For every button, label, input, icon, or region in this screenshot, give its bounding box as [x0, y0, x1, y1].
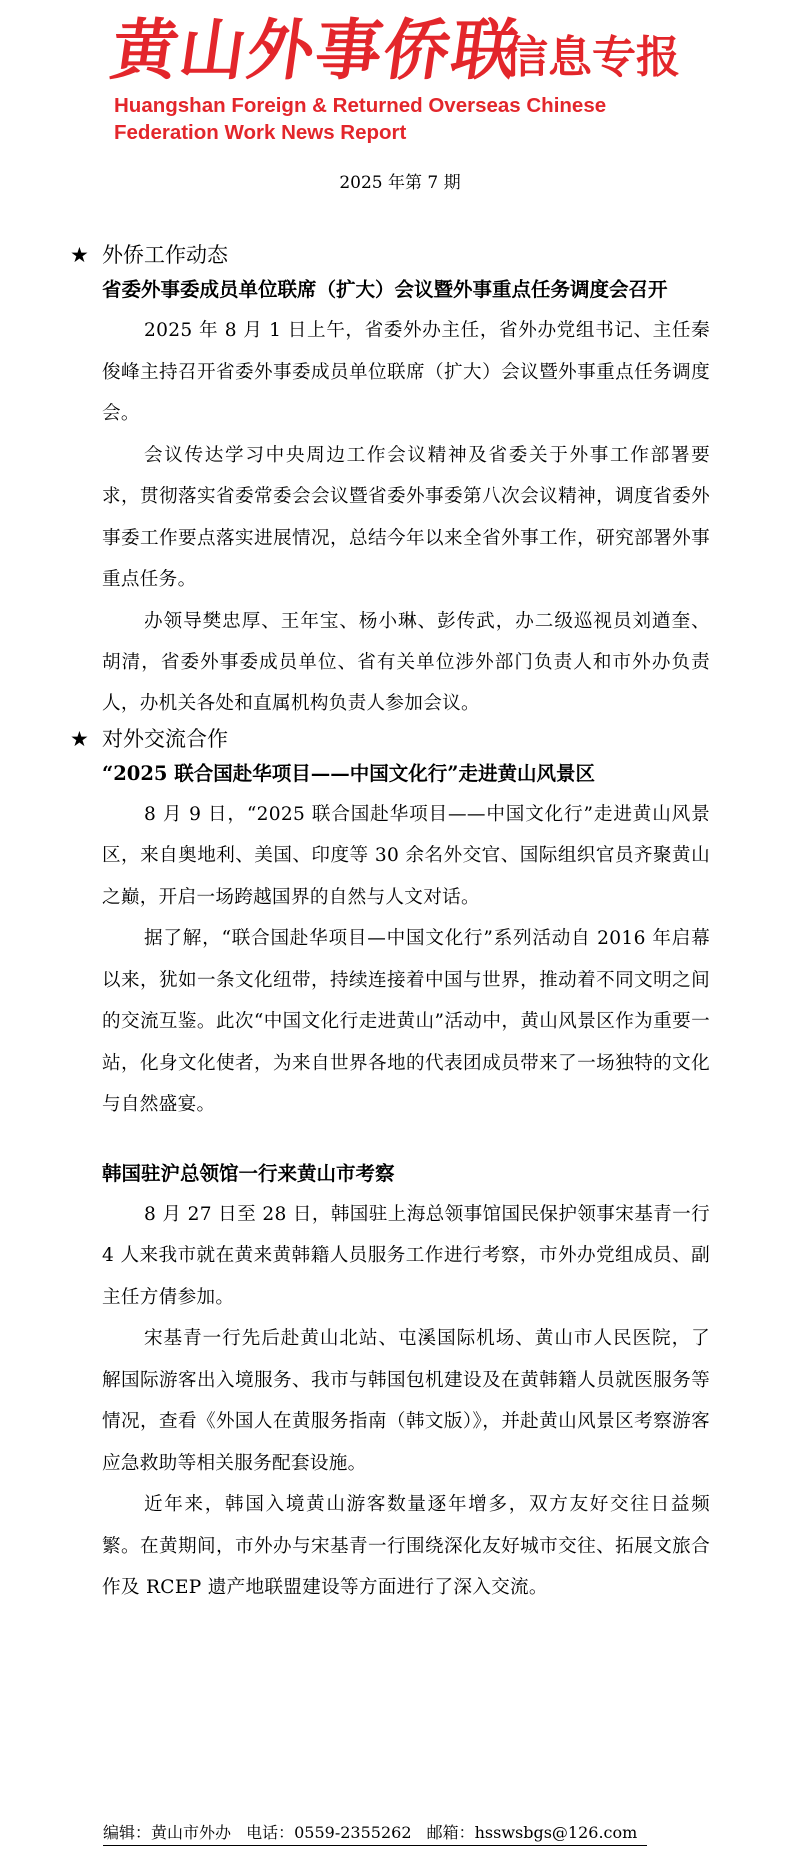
masthead-subtitle: 信息专报	[504, 32, 680, 83]
footer	[103, 1822, 647, 1846]
article-title: “2025 联合国赴华项目——中国文化行”走进黄山风景区	[102, 761, 595, 785]
content	[70, 240, 710, 1609]
footer-email: 邮箱：hsswsbgs@126.com	[426, 1823, 638, 1842]
article-paragraph: 8 月 9 日，“2025 联合国赴华项目——中国文化行”走进黄山风景区，来自奥地利、美国、印度等 30 余名外交官、国际组织官员齐聚黄山之巅，开启一场跨越国界的自然与人文对话。	[102, 803, 710, 908]
issue-number: 2025 年第 7 期	[339, 173, 461, 193]
masthead-title: 黄山外事侨联	[106, 11, 526, 89]
star-icon: ★	[70, 726, 89, 751]
footer-editor: 编辑：黄山市外办	[103, 1823, 232, 1842]
section-heading: ★ 外侨工作动态	[70, 240, 710, 270]
article-paragraph: 据了解，“联合国赴华项目—中国文化行”系列活动自 2016 年启幕以来，犹如一条文化纽带，持续连接着中国与世界，推动着不同文明之间的交流互鉴。此次“中国文化行走进黄山”活动中，黄山风景区作为重要一站，化身文化使者，为来自世界各地的代表团成员带来了一场独特的文化与自然盛宴。	[102, 928, 710, 1115]
masthead-english-line1: Huangshan Foreign & Returned Overseas Chinese	[114, 94, 607, 117]
article-paragraph: 2025 年 8 月 1 日上午，省委外办主任，省外办党组书记、主任秦俊峰主持召开省委外事委成员单位联席（扩大）会议暨外事重点任务调度会。	[102, 320, 710, 424]
article-paragraph: 会议传达学习中央周边工作会议精神及省委关于外事工作部署要求，贯彻落实省委常委会会议暨省委外事委第八次会议精神，调度省委外事委工作要点落实进展情况，总结今年以来全省外事工作，研究部署外事重点任务。	[102, 444, 710, 590]
section-heading: ★ 对外交流合作	[70, 724, 710, 754]
footer-phone: 电话：0559-2355262	[246, 1823, 412, 1842]
spacer	[70, 1126, 710, 1154]
article-title: 省委外事委成员单位联席（扩大）会议暨外事重点任务调度会召开	[102, 278, 668, 301]
article-title: 韩国驻沪总领馆一行来黄山市考察	[102, 1161, 395, 1185]
masthead-english-line2: Federation Work News Report	[114, 121, 407, 144]
article-paragraph: 宋基青一行先后赴黄山北站、屯溪国际机场、黄山市人民医院，了解国际游客出入境服务、我市与韩国包机建设及在黄韩籍人员就医服务等情况，查看《外国人在黄服务指南（韩文版）》，并赴黄山风景区考察游客应急救助等相关服务配套设施。	[102, 1328, 710, 1474]
star-icon: ★	[70, 243, 89, 267]
article-paragraph: 近年来，韩国入境黄山游客数量逐年增多，双方友好交往日益频繁。在黄期间，市外办与宋基青一行围绕深化友好城市交往、拓展文旅合作及 RCEP 遗产地联盟建设等方面进行了深入交流。	[102, 1494, 710, 1598]
article-paragraph: 8 月 27 日至 28 日，韩国驻上海总领事馆国民保护领事宋基青一行 4 人来我市就在黄来黄韩籍人员服务工作进行考察，市外办党组成员、副主任方倩参加。	[102, 1203, 710, 1308]
article-paragraph: 办领导樊忠厚、王年宝、杨小琳、彭传武，办二级巡视员刘遒奎、胡清，省委外事委成员单位、省有关单位涉外部门负责人和市外办负责人，办机关各处和直属机构负责人参加会议。	[102, 610, 710, 714]
